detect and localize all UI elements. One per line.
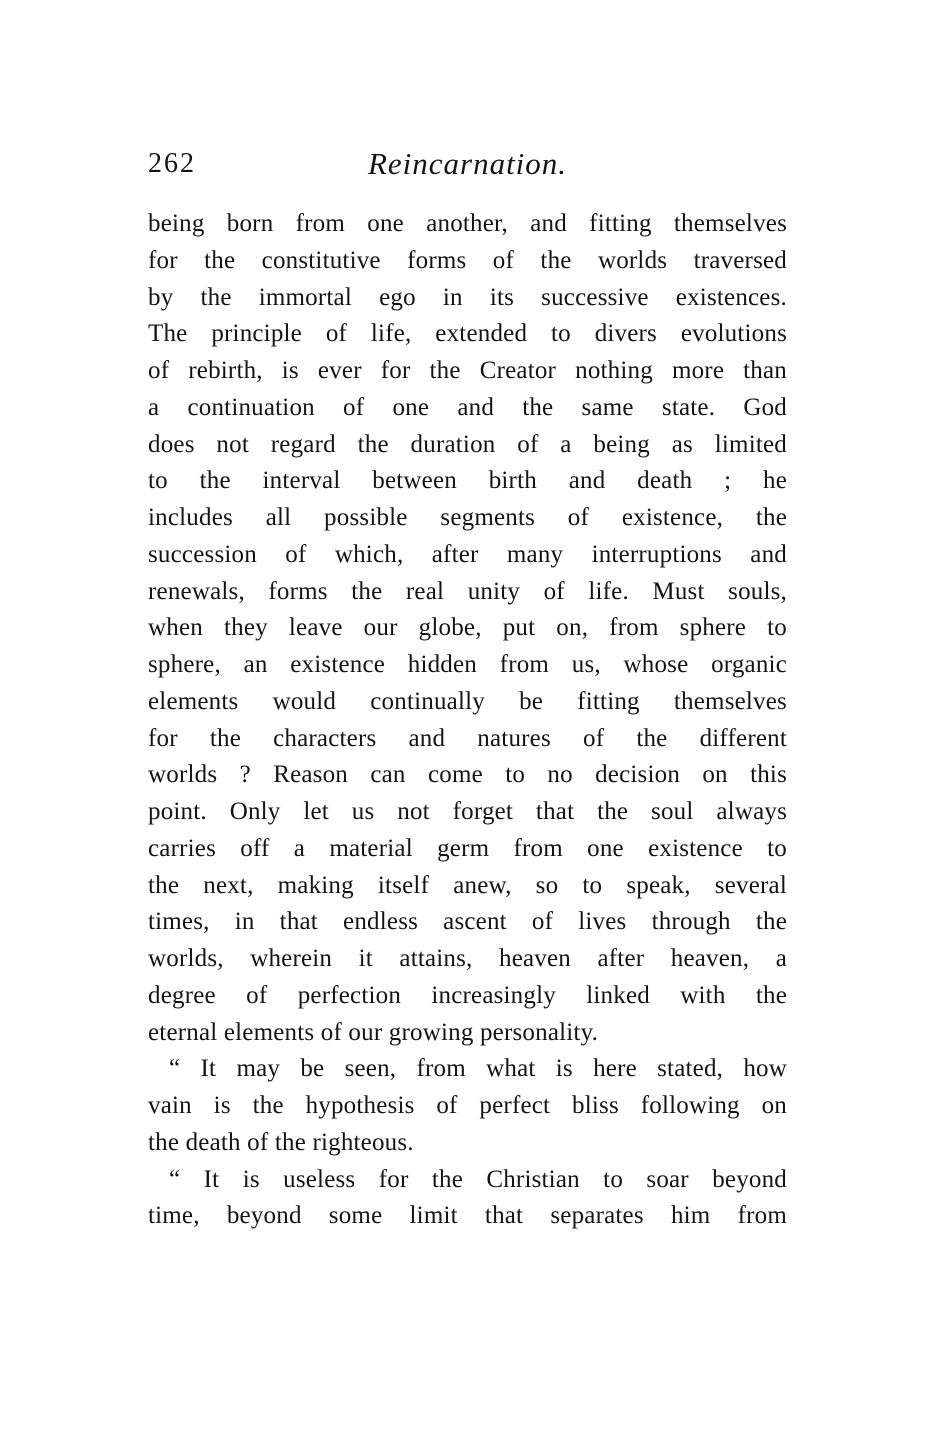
text-line: to the interval between birth and death ; he <box>148 467 787 495</box>
body-text <box>148 206 787 1235</box>
text-line: point. Only let us not forget that the soul always <box>148 798 787 825</box>
running-title: Reincarnation. <box>367 146 568 181</box>
text-line: does not regard the duration of a being as limited <box>148 430 787 458</box>
text-line: the death of the righteous. <box>148 1128 414 1156</box>
text-line: vain is the hypothesis of perfect bliss following on <box>148 1092 787 1119</box>
text-line: “ It may be seen, from what is here stated, how <box>169 1055 787 1083</box>
text-line: carries off a material germ from one existence to <box>148 834 787 862</box>
text-line: degree of perfection increasingly linked with the <box>148 981 787 1009</box>
text-line: eternal elements of our growing personality. <box>148 1018 599 1046</box>
text-line: for the constitutive forms of the worlds traversed <box>148 246 787 274</box>
text-line: time, beyond some limit that separates him from <box>148 1202 787 1230</box>
text-line: succession of which, after many interruptions and <box>148 540 787 568</box>
text-line: includes all possible segments of existence, the <box>148 504 787 531</box>
text-line: when they leave our globe, put on, from sphere to <box>148 614 787 642</box>
text-line: sphere, an existence hidden from us, whose organic <box>148 651 787 678</box>
text-line: a continuation of one and the same state. God <box>148 393 787 421</box>
text-line: renewals, forms the real unity of life. Must souls, <box>148 577 787 605</box>
text-line: the next, making itself anew, so to speak, several <box>148 871 787 899</box>
text-line: elements would continually be fitting themselves <box>148 687 787 715</box>
text-line: being born from one another, and fitting themselves <box>148 210 787 237</box>
text-line: The principle of life, extended to divers evolutions <box>148 320 787 348</box>
text-line: worlds ? Reason can come to no decision on this <box>148 761 787 789</box>
text-line: of rebirth, is ever for the Creator nothing more than <box>148 357 787 384</box>
text-line: worlds, wherein it attains, heaven after heaven, a <box>148 945 787 972</box>
page-number: 262 <box>148 148 196 179</box>
text-line: by the immortal ego in its successive existences. <box>148 283 787 311</box>
running-header <box>148 146 787 186</box>
text-line: “ It is useless for the Christian to soar beyond <box>169 1165 787 1193</box>
text-line: times, in that endless ascent of lives through the <box>148 908 787 936</box>
text-line: for the characters and natures of the different <box>148 724 787 752</box>
